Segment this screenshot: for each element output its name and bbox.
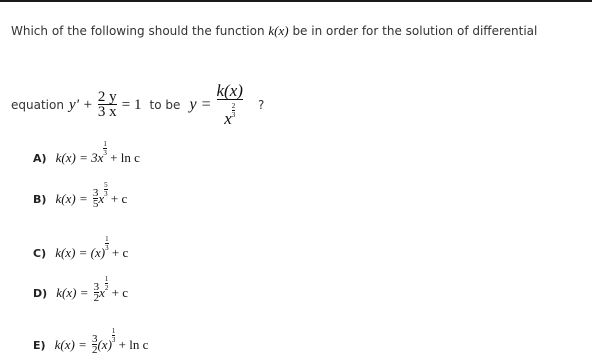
eq-denominator: 3 x [97,104,117,120]
option-c[interactable] [33,235,128,261]
option-base: (x) [97,337,112,352]
eq-numerator: 2 y [97,89,117,105]
question-intro: Which of the following should the function [11,24,265,38]
solution-fraction [217,82,243,127]
option-label: D) [33,287,48,300]
option-exponent: $\frac{5}{3}$ [104,181,108,198]
option-exponent: $\frac{1}{3}$ [103,140,107,157]
y-equals: y = [189,96,212,113]
option-base: x [98,191,105,206]
option-coefficient: $\frac{3}{2}$ [93,281,100,304]
option-rest: + ln c [106,150,140,165]
option-lhs: k(x) = 3x [55,150,104,165]
question-intro-continued: be in order for the solution of differential [292,24,538,38]
solution-numerator: k(x) [216,81,243,100]
option-exponent: $\frac{1}{2}$ [104,275,109,292]
option-lhs: k(x) = [56,285,89,300]
option-rest: + ln c [115,337,149,352]
function-name: k(x) [268,23,289,38]
option-a[interactable] [33,140,140,166]
option-coefficient: $\frac{3}{5}$ [92,187,99,210]
option-label: A) [33,152,47,165]
option-e[interactable] [33,327,148,355]
eq-rhs: = 1 [121,97,142,113]
eq-y-prime: y' + [69,97,93,113]
option-d[interactable] [33,275,128,303]
question-text [11,23,537,39]
question-equation [11,82,264,127]
eq-fraction [98,90,117,119]
option-rest: + c [108,285,128,300]
solution-exponent: $\frac{2}{3}$ [231,102,236,119]
option-label: C) [33,247,47,260]
option-label: E) [33,339,46,352]
option-lhs: k(x) = [54,337,87,352]
option-exponent: $\frac{1}{3}$ [105,235,109,252]
option-b[interactable] [33,181,127,209]
option-base: x [99,285,105,300]
question-mark: ? [258,98,265,112]
option-coefficient: $\frac{3}{2}$ [91,333,98,356]
solution-denominator-base: x [224,109,232,128]
equation-word: equation [11,98,64,112]
option-rest: + c [107,191,128,206]
option-label: B) [33,193,47,206]
option-exponent: $\frac{1}{3}$ [111,327,116,344]
option-lhs: k(x) = (x) [55,245,106,260]
to-be: to be [149,98,181,112]
option-rest: + c [108,245,129,260]
option-lhs: k(x) = [55,191,88,206]
top-border [0,0,592,2]
